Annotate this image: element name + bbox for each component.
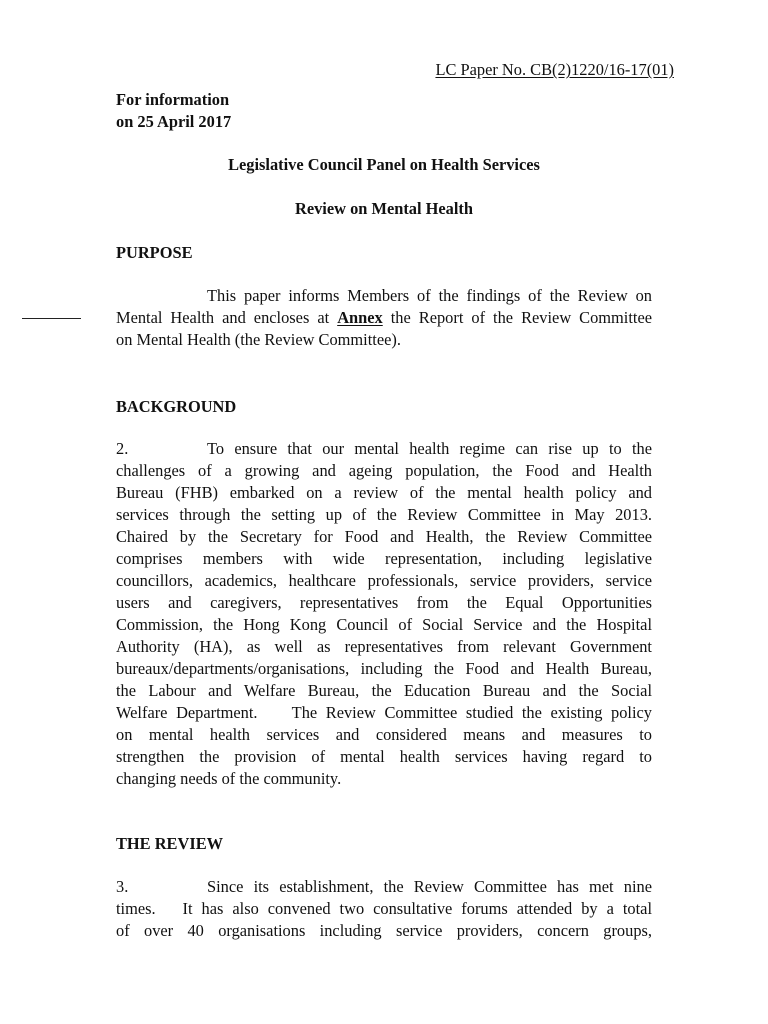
background-line: councillors, academics, healthcare professionals, service providers, service	[116, 571, 652, 590]
background-line-1	[116, 438, 652, 460]
background-line: strengthen the provision of mental health services having regard to	[116, 747, 652, 766]
subject-title: Review on Mental Health	[295, 199, 473, 218]
paragraph-number: 2.	[116, 439, 129, 458]
background-paragraph	[116, 438, 652, 790]
background-line: bureaux/departments/organisations, including the Food and Health Bureau,	[116, 659, 652, 678]
background-line: comprises members with wide representation, including legislative	[116, 549, 652, 568]
background-line: on mental health services and considered means and measures to	[116, 725, 652, 744]
background-line: changing needs of the community.	[116, 769, 342, 788]
background-line: services through the setting up of the Review Committee in May 2013.	[116, 505, 652, 524]
purpose-line-3: on Mental Health (the Review Committee).	[116, 330, 401, 349]
purpose-line-2-after: the Report of the Review Committee	[390, 308, 652, 327]
background-line: the Labour and Welfare Bureau, the Education Bureau and the Social	[116, 681, 652, 700]
purpose-line-1-text: This paper informs Members of the findings of the Review on	[207, 286, 652, 305]
paragraph-number: 3.	[116, 877, 129, 896]
background-line: Authority (HA), as well as representatives from relevant Government	[116, 637, 652, 656]
margin-marker-line	[22, 318, 81, 319]
purpose-line-2-before: Mental Health and encloses at	[116, 308, 330, 327]
purpose-line-2	[116, 307, 652, 329]
review-heading: THE REVIEW	[116, 834, 224, 853]
panel-title: Legislative Council Panel on Health Services	[228, 155, 540, 174]
review-paragraph	[116, 876, 652, 942]
for-information-label: For information	[116, 90, 230, 109]
background-line: challenges of a growing and ageing population, the Food and Health	[116, 461, 652, 480]
background-heading: BACKGROUND	[116, 397, 237, 416]
background-line: users and caregivers, representatives from the Equal Opportunities	[116, 593, 652, 612]
review-line-1-text: Since its establishment, the Review Committee has met nine	[207, 877, 652, 896]
background-line: Commission, the Hong Kong Council of Social Service and the Hospital	[116, 615, 652, 634]
paper-reference: LC Paper No. CB(2)1220/16-17(01)	[435, 60, 674, 79]
review-line-1	[116, 876, 652, 898]
background-line-1-text: To ensure that our mental health regime can rise up to the	[207, 439, 652, 458]
review-line: of over 40 organisations including service providers, concern groups,	[116, 921, 652, 940]
purpose-line-1	[116, 285, 652, 307]
purpose-heading: PURPOSE	[116, 243, 193, 262]
information-date-block	[116, 89, 231, 133]
review-line: times. It has also convened two consultative forums attended by a total	[116, 899, 652, 918]
background-line: Bureau (FHB) embarked on a review of the mental health policy and	[116, 483, 652, 502]
annex-link[interactable]: Annex	[337, 308, 383, 327]
background-line: Welfare Department. The Review Committee studied the existing policy	[116, 703, 652, 722]
background-line: Chaired by the Secretary for Food and Health, the Review Committee	[116, 527, 652, 546]
purpose-paragraph	[116, 285, 652, 351]
meeting-date: on 25 April 2017	[116, 112, 232, 131]
